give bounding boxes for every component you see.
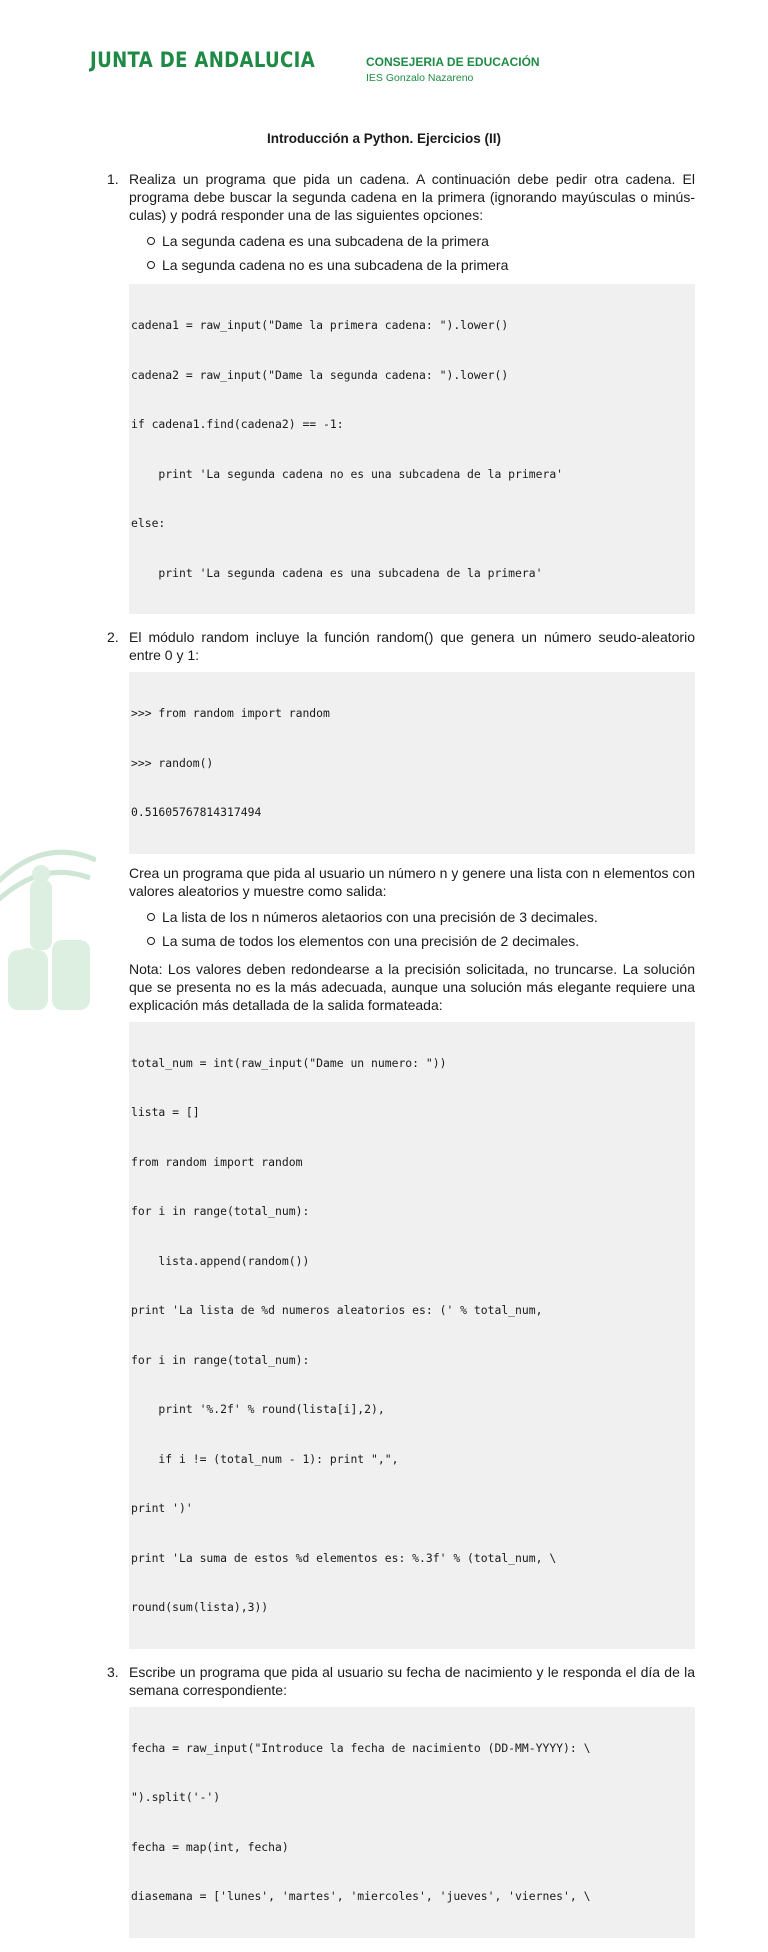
example-code-block	[129, 672, 695, 854]
exercise-number: 3.	[107, 1663, 119, 1680]
code-line: print ')'	[131, 1501, 193, 1515]
code-line: for i in range(total_num):	[131, 1204, 310, 1218]
option-text: La lista de los n números aletaorios con una precisión de 3 decimales.	[162, 908, 598, 925]
circle-bullet-icon	[147, 913, 155, 921]
exercise-intro: El módulo random incluye la función random() que genera un número seudo-aleatorio entre 0 y 1:	[129, 629, 695, 663]
exercise-intro: Realiza un programa que pida un cadena. A continuación debe pedir otra cadena. El programa debe buscar la segunda cadena en la primera (ignorando mayúsculas o minús- culas) y podrá responder una de las siguientes opciones:	[129, 171, 695, 223]
department-name: CONSEJERIA DE EDUCACIÓN	[366, 55, 540, 69]
list-item	[147, 932, 695, 950]
option-text: La suma de todos los elementos con una precisión de 2 decimales.	[162, 932, 580, 949]
code-line: if cadena1.find(cadena2) == -1:	[131, 417, 344, 431]
circle-bullet-icon	[147, 937, 155, 945]
code-line: else:	[131, 516, 166, 530]
code-line: 0.51605767814317494	[131, 805, 262, 819]
exercise-task: Crea un programa que pida al usuario un número n y genere una lista con n elementos con valores aleatorios y muestre como salida:	[129, 864, 695, 899]
junta-logo-text: JUNTA DE ANDALUCIA	[90, 48, 316, 72]
code-block	[129, 284, 695, 614]
exercise-intro: Escribe un programa que pida al usuario su fecha de nacimiento y le responda el día de la semana correspondiente:	[129, 1663, 695, 1698]
exercise-3	[107, 1663, 695, 1938]
code-line: fecha = map(int, fecha)	[131, 1839, 289, 1854]
list-item	[147, 232, 695, 250]
code-block	[129, 1022, 695, 1649]
code-line: ").split('-')	[131, 1790, 221, 1804]
code-line: cadena2 = raw_input("Dame la segunda cadena: ").lower()	[131, 367, 509, 382]
code-line: cadena1 = raw_input("Dame la primera cadena: ").lower()	[131, 318, 509, 332]
list-item	[147, 256, 695, 274]
code-line: >>> from random import random	[131, 706, 330, 720]
exercise-1	[107, 170, 695, 614]
code-line: for i in range(total_num):	[131, 1352, 310, 1367]
page-title: Introducción a Python. Ejercicios (II)	[266, 131, 502, 146]
exercise-number: 1.	[107, 171, 119, 187]
exercise-note: Nota: Los valores deben redondearse a la precisión solicitada, no truncarse. La solución que se presenta no es la más adecuada, aunque una solución más elegante requiere una explicación más detallada de la salida formateada:	[129, 960, 695, 1013]
code-line: round(sum(lista),3))	[131, 1600, 269, 1614]
code-block	[129, 1707, 695, 1938]
exercise-list	[107, 170, 695, 1952]
code-line: if i != (total_num - 1): print ",",	[131, 1451, 399, 1466]
options-list	[129, 232, 695, 274]
page-header	[90, 46, 690, 96]
code-line: lista.append(random())	[131, 1253, 310, 1268]
option-text: La segunda cadena es una subcadena de la primera	[162, 233, 489, 249]
code-line: from random import random	[131, 1154, 303, 1169]
code-line: print 'La segunda cadena es una subcadena de la primera'	[131, 565, 543, 580]
code-line: lista = []	[131, 1105, 200, 1119]
circle-bullet-icon	[147, 261, 155, 269]
school-name: IES Gonzalo Nazareno	[366, 72, 474, 84]
circle-bullet-icon	[147, 237, 155, 245]
code-line: >>> random()	[131, 755, 214, 770]
code-line: print 'La lista de %d numeros aleatorios es: (' % total_num,	[131, 1303, 543, 1317]
code-line: fecha = raw_input("Introduce la fecha de nacimiento (DD-MM-YYYY): \	[131, 1740, 591, 1755]
code-line: print '%.2f' % round(lista[i],2),	[131, 1402, 385, 1416]
andalucia-emblem-watermark	[0, 830, 96, 1024]
code-line: total_num = int(raw_input("Dame un numero: "))	[131, 1055, 447, 1070]
options-list	[129, 908, 695, 950]
exercise-2	[107, 628, 695, 1649]
exercise-number: 2.	[107, 629, 119, 645]
list-item	[147, 908, 695, 926]
code-line: print 'La suma de estos %d elementos es: %.3f' % (total_num, \	[131, 1550, 557, 1565]
code-line: diasemana = ['lunes', 'martes', 'miercoles', 'jueves', 'viernes', \	[131, 1889, 591, 1903]
code-line: print 'La segunda cadena no es una subcadena de la primera'	[131, 466, 564, 481]
option-text: La segunda cadena no es una subcadena de la primera	[162, 257, 509, 273]
